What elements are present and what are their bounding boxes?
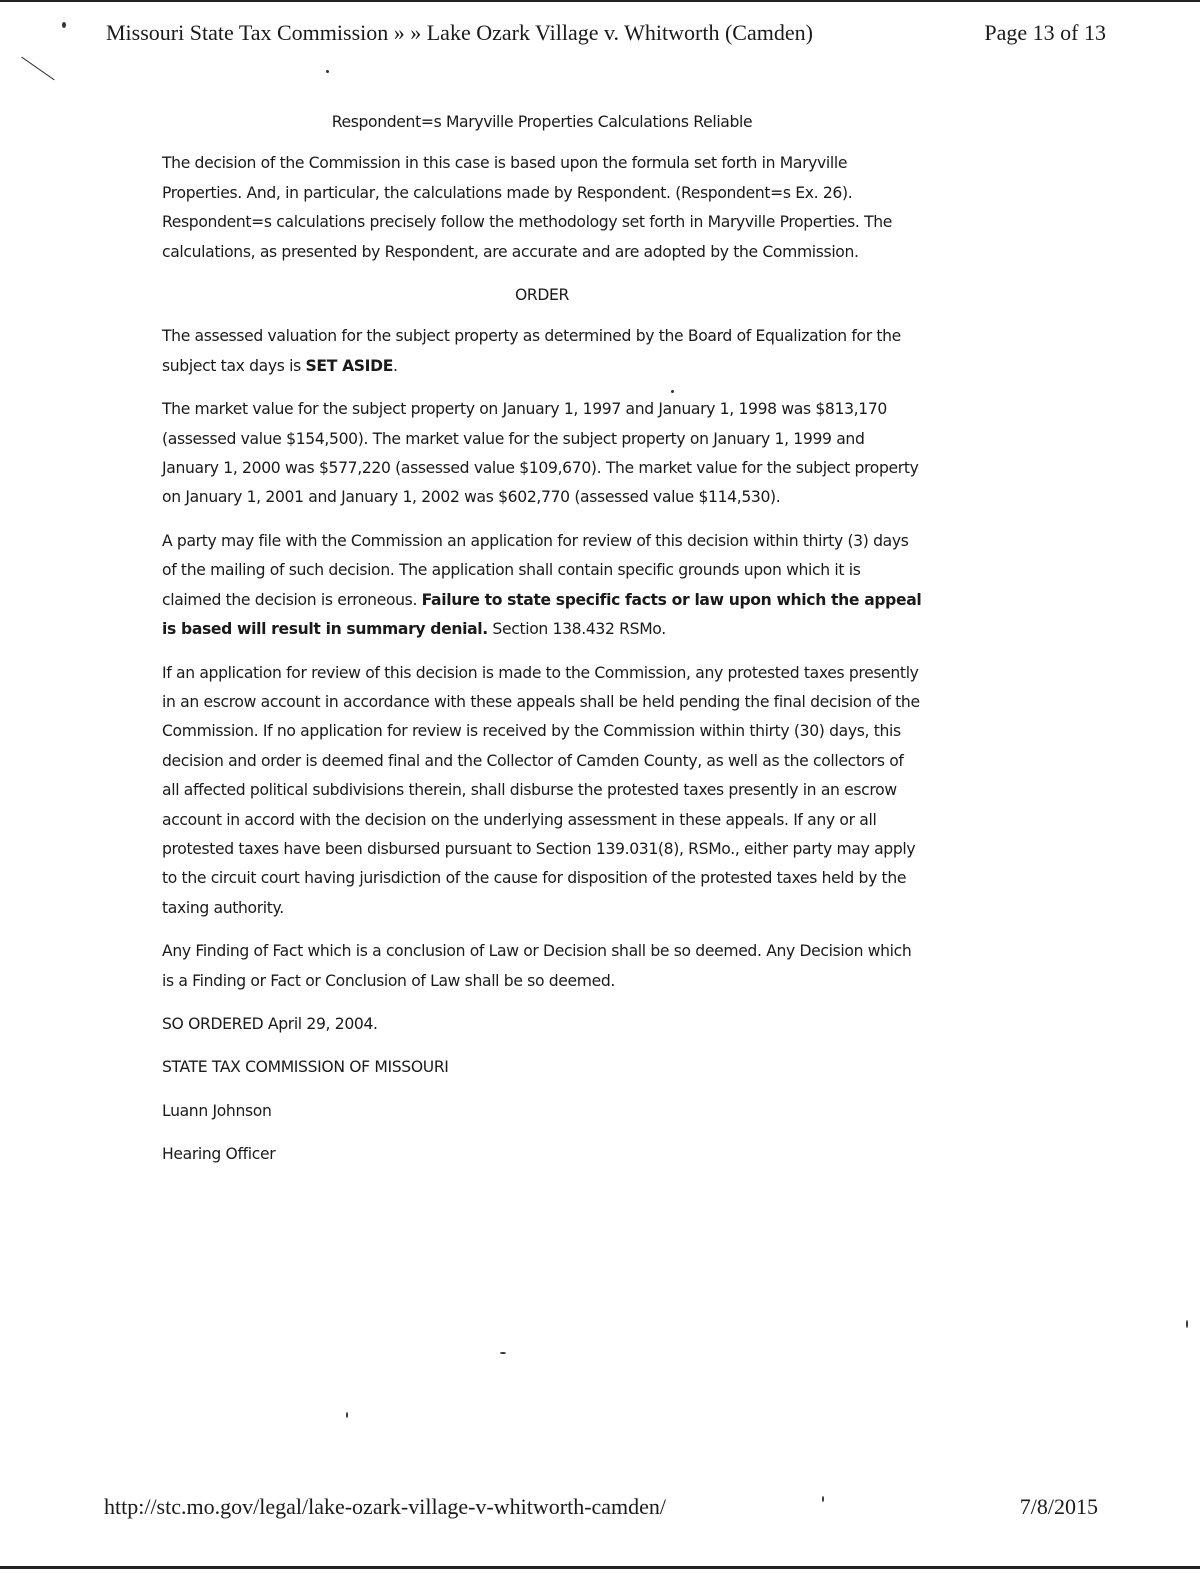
scan-mark: [21, 57, 54, 81]
commission-name: STATE TAX COMMISSION OF MISSOURI: [162, 1058, 449, 1077]
review-text: A party may file with the Commission an application for review of this decision within thirty (3) days of the mailing of such decision. The application shall contain specific grounds upon which it is claimed the decision is erroneous.: [162, 531, 909, 609]
scan-speck: [346, 1412, 348, 1418]
order-heading: ORDER: [514, 286, 570, 305]
scan-top-border: [0, 0, 1200, 2]
scan-speck: [671, 390, 674, 393]
paragraph-protested-taxes: If an application for review of this decision is made to the Commission, any protested taxes presently in an escrow account in accordance with these appeals shall be held pending the final decision of the Commission. If no application for review is received by the Commission within thirty (30) days, this decision and order is deemed final and the Collector of Camden County, as well as the collectors of all affected political subdivisions therein, shall disburse the protested taxes presently in an escrow account in accord with the decision on the underlying assessment in these appeals. If any or all protested taxes have been disbursed pursuant to Section 139.031(8), RSMo., either party may apply to the circuit court having jurisdiction of the cause for disposition of the protested taxes held by the taxing authority.: [162, 663, 920, 917]
scan-bottom-border: [0, 1566, 1200, 1569]
header-title: Missouri State Tax Commission » » Lake Ozark Village v. Whitworth (Camden): [106, 20, 813, 45]
footer-date: 7/8/2015: [1019, 1494, 1098, 1519]
paragraph-decision-basis: The decision of the Commission in this case is based upon the formula set forth in Maryville Properties. And, in particular, the calculations made by Respondent. (Respondent=s Ex. 26). Respondent=s calculations precisely follow the methodology set forth in Maryville Properties. The calculations, as presented by Respondent, are accurate and are adopted by the Commission.: [162, 154, 893, 261]
scan-speck: [1186, 1320, 1188, 1328]
scan-speck: [500, 1352, 506, 1354]
signer-title: Hearing Officer: [162, 1145, 276, 1164]
review-end: Section 138.432 RSMo.: [487, 620, 666, 639]
so-ordered-line: SO ORDERED April 29, 2004.: [162, 1014, 378, 1033]
paragraph-review-application: [162, 527, 922, 645]
scan-speck: [822, 1496, 824, 1502]
print-footer: [104, 1494, 1098, 1528]
set-aside-bold: SET ASIDE: [305, 356, 394, 375]
section-heading: Respondent=s Maryville Properties Calculations Reliable: [331, 113, 753, 131]
paragraph-market-values: The market value for the subject property on January 1, 1997 and January 1, 1998 was $813,170 (assessed value $154,500). The market value for the subject property on January 1, 1999 and January 1, 2000 was $577,220 (assessed value $109,670). The market value for the subject property on January 1, 2001 and January 1, 2002 was $602,770 (assessed value $114,530).: [162, 400, 919, 507]
header-page-number: Page 13 of 13: [984, 20, 1106, 45]
paragraph-set-aside: [162, 322, 922, 381]
review-bold-warning: Failure to state specific facts or law upon which the appeal is based will result in summary denial.: [162, 590, 922, 639]
document-body: [162, 108, 922, 1184]
scan-speck: [326, 70, 329, 73]
set-aside-end: .: [393, 356, 398, 375]
print-header: [106, 20, 1106, 54]
footer-url: http://stc.mo.gov/legal/lake-ozark-village-v-whitworth-camden/: [104, 1494, 667, 1519]
paragraph-findings: Any Finding of Fact which is a conclusion of Law or Decision shall be so deemed. Any Decision which is a Finding or Fact or Conclusion of Law shall be so deemed.: [162, 942, 912, 990]
signer-name: Luann Johnson: [162, 1101, 272, 1120]
set-aside-text: The assessed valuation for the subject property as determined by the Board of Equalization for the subject tax days is: [162, 327, 901, 375]
scan-speck: [62, 22, 66, 28]
